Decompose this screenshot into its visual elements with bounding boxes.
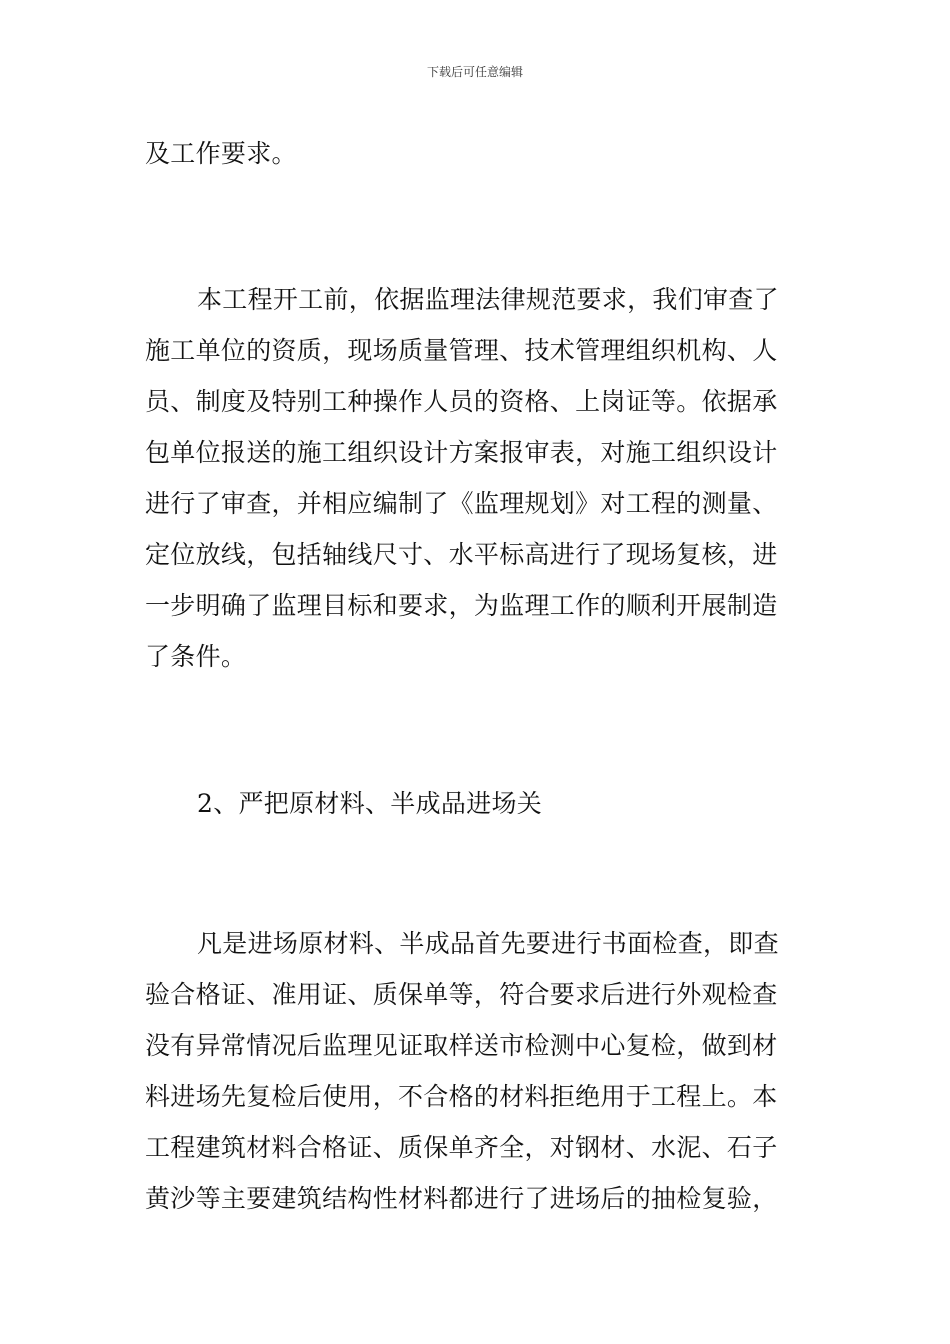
paragraph-preconstruction-review xyxy=(145,274,815,682)
text-line: 包单位报送的施工组织设计方案报审表，对施工组织设计 xyxy=(145,438,778,467)
paragraph-intro xyxy=(145,128,815,179)
text-line: 定位放线，包括轴线尺寸、水平标高进行了现场复核，进 xyxy=(145,540,778,569)
text-line: 黄沙等主要建筑结构性材料都进行了进场后的抽检复验， xyxy=(145,1184,778,1213)
text-line: 凡是进场原材料、半成品首先要进行书面检查，即查 xyxy=(197,929,779,958)
section-heading xyxy=(145,778,815,829)
text-line: 了条件。 xyxy=(145,642,247,671)
text-line: 料进场先复检后使用，不合格的材料拒绝用于工程上。本 xyxy=(145,1082,778,1111)
text-line: 工程建筑材料合格证、质保单齐全，对钢材、水泥、石子 xyxy=(145,1133,778,1162)
page-header-note: 下载后可任意编辑 xyxy=(426,65,523,79)
text-line: 进行了审查，并相应编制了《监理规划》对工程的测量、 xyxy=(145,489,778,518)
text-line: 及工作要求。 xyxy=(145,139,297,168)
paragraph-materials-inspection xyxy=(145,918,815,1224)
text-line: 验合格证、准用证、质保单等，符合要求后进行外观检查 xyxy=(145,980,778,1009)
section-heading-text: 2、严把原材料、半成品进场关 xyxy=(197,789,543,818)
text-line: 一步明确了监理目标和要求，为监理工作的顺利开展制造 xyxy=(145,591,778,620)
text-line: 施工单位的资质，现场质量管理、技术管理组织机构、人 xyxy=(145,336,778,365)
text-line: 没有异常情况后监理见证取样送市检测中心复检，做到材 xyxy=(145,1031,778,1060)
text-line: 本工程开工前，依据监理法律规范要求，我们审查了 xyxy=(197,285,779,314)
text-line: 员、制度及特别工种操作人员的资格、上岗证等。依据承 xyxy=(145,387,778,416)
